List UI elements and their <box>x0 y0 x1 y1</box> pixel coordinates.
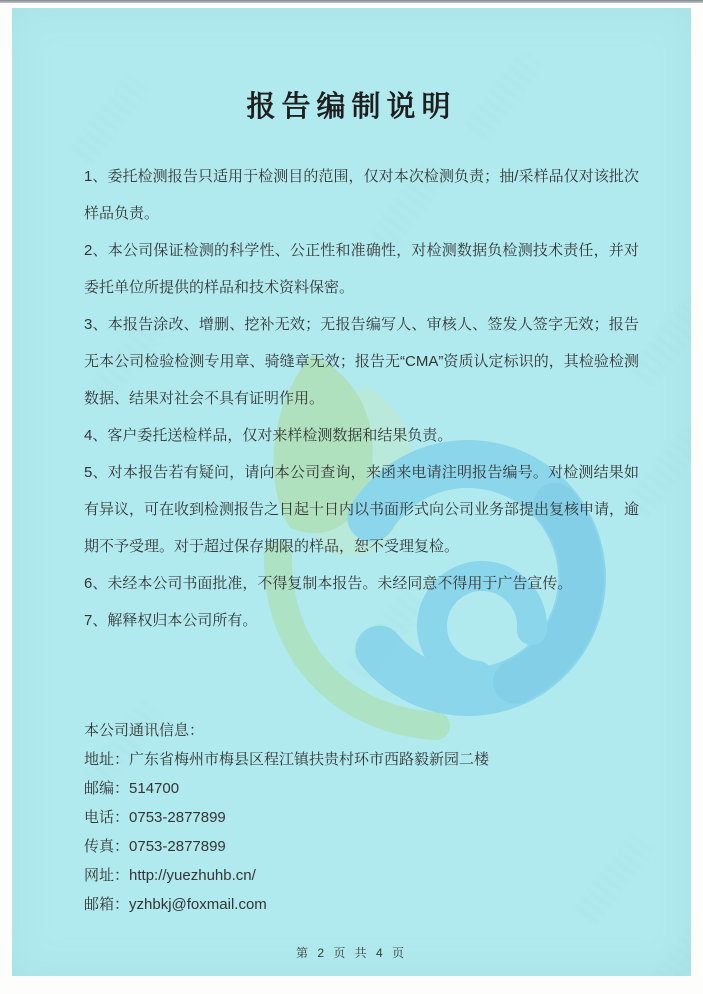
contact-phone-value: 0753-2877899 <box>129 809 226 826</box>
contact-fax-label: 传真： <box>84 838 130 855</box>
instruction-item-6: 6、未经本公司书面批准，不得复制本报告。未经同意不得用于广告宣传。 <box>84 575 573 592</box>
contact-address <box>84 745 644 774</box>
scan-edge <box>0 0 703 3</box>
report-page <box>12 8 691 976</box>
contact-address-value: 广东省梅州市梅县区程江镇扶贵村环市西路毅新园二楼 <box>129 751 490 768</box>
contact-website <box>84 861 644 890</box>
contact-phone <box>84 803 644 832</box>
instruction-item-7: 7、解释权归本公司所有。 <box>84 612 258 629</box>
instruction-item-1: 1、委托检测报告只适用于检测目的范围，仅对本次检测负责；抽/采样品仅对该批次样品负责。 <box>84 168 639 222</box>
contact-address-label: 地址： <box>84 751 130 768</box>
contact-fax-value: 0753-2877899 <box>129 838 226 855</box>
contact-email-label: 邮箱： <box>84 896 130 913</box>
instruction-item-5: 5、对本报告若有疑问，请向本公司查询，来函来电请注明报告编号。对检测结果如有异议，可在收到检测报告之日起十日内以书面形式向公司业务部提出复核申请，逾期不予受理。对于超过保存期限的样品，恕不受理复检。 <box>84 464 640 555</box>
instruction-list <box>84 158 639 639</box>
instruction-item-2: 2、本公司保证检测的科学性、公正性和准确性，对检测数据负检测技术责任，并对委托单位所提供的样品和技术资料保密。 <box>84 242 639 296</box>
contact-website-value: http://yuezhuhb.cn/ <box>129 867 256 884</box>
contact-website-label: 网址： <box>84 867 130 884</box>
page-title: 报告编制说明 <box>246 89 457 123</box>
contact-fax <box>84 832 644 861</box>
page-number: 第 2 页 共 4 页 <box>295 946 408 960</box>
contact-email <box>84 890 644 919</box>
page-content <box>12 8 691 976</box>
contact-email-value: yzhbkj@foxmail.com <box>129 896 267 913</box>
instruction-item-3: 3、本报告涂改、增删、挖补无效；无报告编写人、审核人、签发人签字无效；报告无本公司检验检测专用章、骑缝章无效；报告无“CMA”资质认定标识的，其检验检测数据、结果对社会不具有证明作用。 <box>84 316 639 407</box>
contact-info <box>84 716 644 919</box>
contact-header: 本公司通讯信息： <box>84 722 205 739</box>
contact-phone-label: 电话： <box>84 809 130 826</box>
contact-postcode <box>84 774 644 803</box>
contact-postcode-label: 邮编： <box>84 780 130 797</box>
instruction-item-4: 4、客户委托送检样品，仅对来样检测数据和结果负责。 <box>84 427 453 444</box>
contact-postcode-value: 514700 <box>129 780 180 797</box>
